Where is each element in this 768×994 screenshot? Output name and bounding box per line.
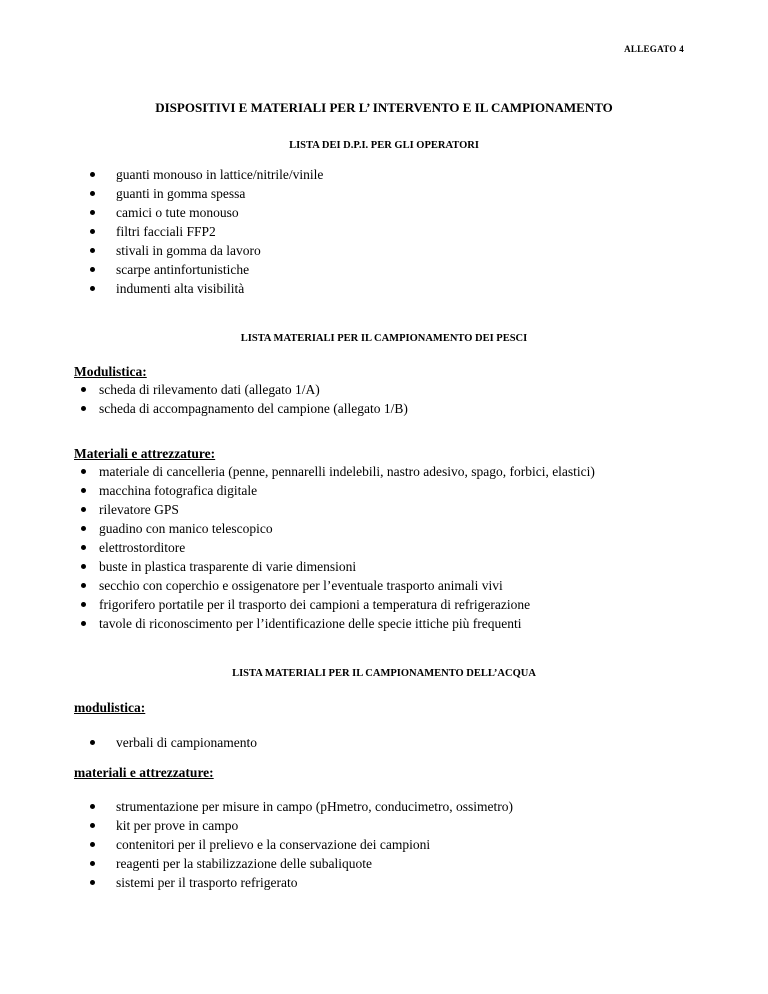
bullet-icon (90, 842, 95, 847)
bullet-icon (81, 564, 86, 569)
list-item: contenitori per il prelievo e la conservazione dei campioni (74, 835, 513, 854)
list-item: guanti monouso in lattice/nitrile/vinile (74, 165, 323, 184)
list-item: frigorifero portatile per il trasporto dei campioni a temperatura di refrigerazione (74, 595, 595, 614)
bullet-icon (90, 740, 95, 745)
dpi-heading: LISTA DEI D.P.I. PER GLI OPERATORI (289, 140, 479, 151)
bullet-icon (90, 267, 95, 272)
list-item: scheda di accompagnamento del campione (allegato 1/B) (74, 399, 408, 418)
list-item: materiale di cancelleria (penne, pennarelli indelebili, nastro adesivo, spago, forbici, elastici) (74, 462, 595, 481)
allegato-label: ALLEGATO 4 (624, 44, 684, 54)
acqua-materiali-list (74, 797, 513, 892)
acqua-materiali-label: materiali e attrezzature: (74, 765, 214, 780)
list-item: macchina fotografica digitale (74, 481, 595, 500)
list-item: rilevatore GPS (74, 500, 595, 519)
list-item: scarpe antinfortunistiche (74, 260, 323, 279)
list-item: buste in plastica trasparente di varie dimensioni (74, 557, 595, 576)
list-item: secchio con coperchio e ossigenatore per l’eventuale trasporto animali vivi (74, 576, 595, 595)
bullet-icon (90, 248, 95, 253)
bullet-icon (90, 823, 95, 828)
bullet-icon (81, 526, 86, 531)
bullet-icon (90, 191, 95, 196)
page-title: DISPOSITIVI E MATERIALI PER L’ INTERVENTO E IL CAMPIONAMENTO (155, 100, 613, 115)
bullet-icon (90, 861, 95, 866)
pesci-materiali-list (74, 462, 595, 633)
list-item: filtri facciali FFP2 (74, 222, 323, 241)
list-item: stivali in gomma da lavoro (74, 241, 323, 260)
bullet-icon (90, 229, 95, 234)
acqua-modulistica-label: modulistica: (74, 700, 146, 715)
bullet-icon (90, 172, 95, 177)
list-item: guanti in gomma spessa (74, 184, 323, 203)
acqua-heading: LISTA MATERIALI PER IL CAMPIONAMENTO DELL’ACQUA (232, 668, 536, 679)
list-item: guadino con manico telescopico (74, 519, 595, 538)
bullet-icon (81, 602, 86, 607)
bullet-icon (90, 286, 95, 291)
dpi-list (74, 165, 323, 298)
bullet-icon (81, 469, 86, 474)
list-item: reagenti per la stabilizzazione delle subaliquote (74, 854, 513, 873)
list-item: scheda di rilevamento dati (allegato 1/A) (74, 380, 408, 399)
bullet-icon (81, 507, 86, 512)
bullet-icon (90, 210, 95, 215)
bullet-icon (81, 387, 86, 392)
bullet-icon (81, 488, 86, 493)
bullet-icon (90, 804, 95, 809)
bullet-icon (81, 583, 86, 588)
pesci-modulistica-list (74, 380, 408, 418)
list-item: strumentazione per misure in campo (pHmetro, conducimetro, ossimetro) (74, 797, 513, 816)
list-item: indumenti alta visibilità (74, 279, 323, 298)
list-item: kit per prove in campo (74, 816, 513, 835)
bullet-icon (81, 621, 86, 626)
list-item: elettrostorditore (74, 538, 595, 557)
list-item: sistemi per il trasporto refrigerato (74, 873, 513, 892)
acqua-modulistica-list (74, 733, 257, 752)
pesci-modulistica-label: Modulistica: (74, 364, 147, 379)
pesci-heading: LISTA MATERIALI PER IL CAMPIONAMENTO DEI PESCI (240, 333, 528, 344)
list-item: camici o tute monouso (74, 203, 323, 222)
bullet-icon (90, 880, 95, 885)
list-item: verbali di campionamento (74, 733, 257, 752)
list-item: tavole di riconoscimento per l’identificazione delle specie ittiche più frequenti (74, 614, 595, 633)
bullet-icon (81, 545, 86, 550)
pesci-materiali-label: Materiali e attrezzature: (74, 446, 216, 461)
bullet-icon (81, 406, 86, 411)
